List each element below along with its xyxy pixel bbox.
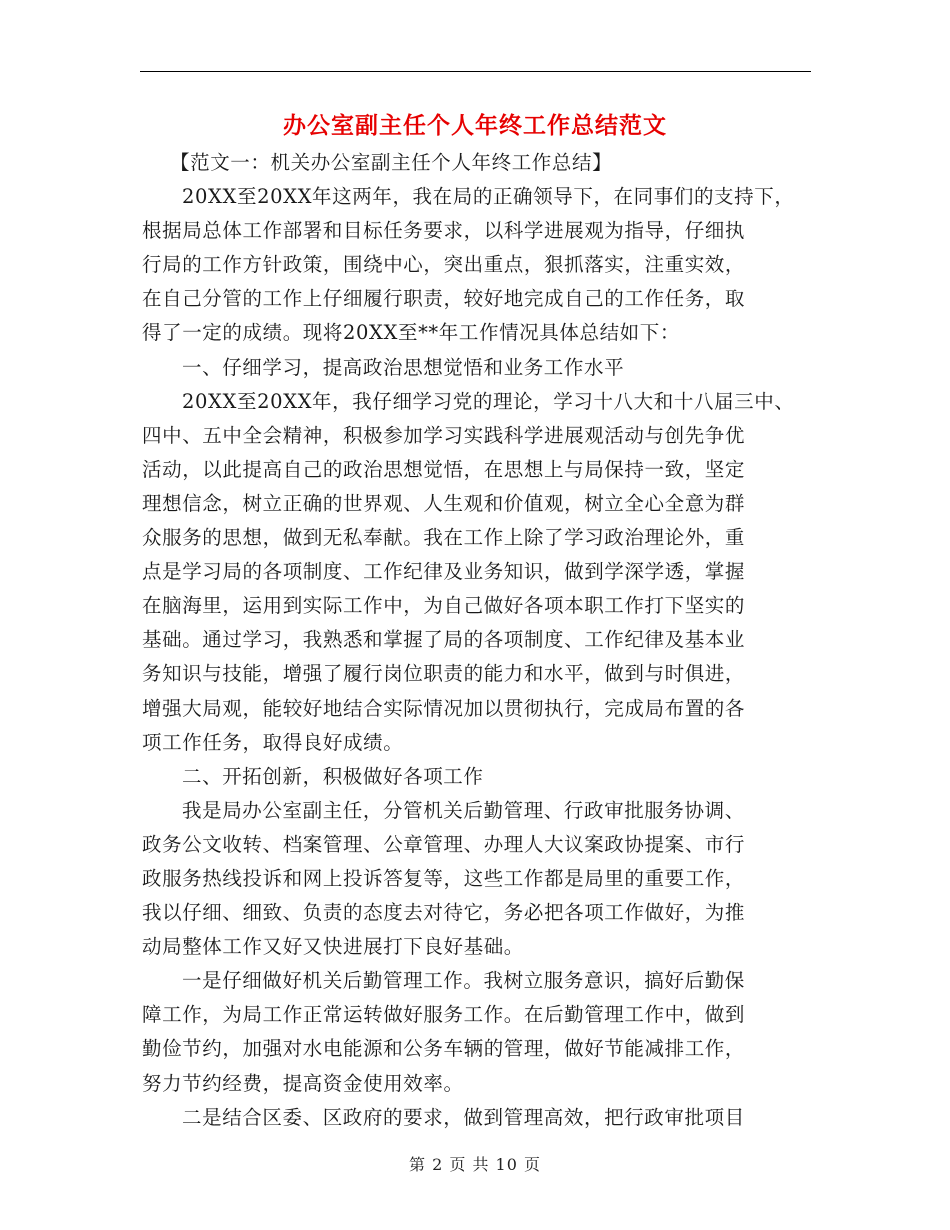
text-line: 一、仔细学习，提高政治思想觉悟和业务工作水平: [182, 355, 625, 379]
text-line: 在自己分管的工作上仔细履行职责，较好地完成自己的工作任务，取: [142, 287, 746, 311]
text-line: 务知识与技能，增强了履行岗位职责的能力和水平，做到与时俱进，: [142, 662, 746, 686]
document-body: [142, 146, 832, 1135]
text-line: 项工作任务，取得良好成绩。: [142, 730, 404, 754]
text-line: 活动，以此提高自己的政治思想觉悟，在思想上与局保持一致，坚定: [142, 457, 746, 481]
page-number-footer: 第 2 页 共 10 页: [409, 1155, 541, 1174]
text-line: 行局的工作方针政策，围绕中心，突出重点，狠抓落实，注重实效，: [142, 253, 746, 277]
text-line: 20XX至20XX年这两年，我在局的正确领导下，在同事们的支持下，: [182, 185, 795, 209]
text-line: 在脑海里，运用到实际工作中，为自己做好各项本职工作打下坚实的: [142, 594, 746, 618]
text-line: 理想信念，树立正确的世界观、人生观和价值观，树立全心全意为群: [142, 491, 746, 515]
text-line: 二是结合区委、区政府的要求，做到管理高效，把行政审批项目: [182, 1105, 745, 1129]
text-line: 众服务的思想，做到无私奉献。我在工作上除了学习政治理论外，重: [142, 526, 746, 550]
text-line: 我是局办公室副主任，分管机关后勤管理、行政审批服务协调、: [182, 798, 745, 822]
document-title: 办公室副主任个人年终工作总结范文: [283, 112, 667, 139]
text-line: 增强大局观，能较好地结合实际情况加以贯彻执行，完成局布置的各: [142, 696, 746, 720]
text-line: 一是仔细做好机关后勤管理工作。我树立服务意识，搞好后勤保: [182, 969, 745, 993]
text-line: 二、开拓创新，积极做好各项工作: [182, 764, 484, 788]
text-line: 我以仔细、细致、负责的态度去对待它，务必把各项工作做好，为推: [142, 901, 746, 925]
text-line: 【范文一：机关办公室副主任个人年终工作总结】: [170, 151, 613, 174]
text-line: 点是学习局的各项制度、工作纪律及业务知识，做到学深学透，掌握: [142, 560, 746, 584]
text-line: 基础。通过学习，我熟悉和掌握了局的各项制度、工作纪律及基本业: [142, 628, 746, 652]
text-line: 障工作，为局工作正常运转做好服务工作。在后勤管理工作中，做到: [142, 1003, 746, 1027]
text-line: 动局整体工作又好又快进展打下良好基础。: [142, 935, 524, 959]
text-line: 20XX至20XX年，我仔细学习党的理论，学习十八大和十八届三中、: [182, 389, 795, 413]
text-line: 政服务热线投诉和网上投诉答复等，这些工作都是局里的重要工作，: [142, 866, 746, 890]
text-line: 勤俭节约，加强对水电能源和公务车辆的管理，做好节能减排工作，: [142, 1037, 746, 1061]
text-line: 四中、五中全会精神，积极参加学习实践科学进展观活动与创先争优: [142, 423, 746, 447]
text-line: 得了一定的成绩。现将20XX至**年工作情况具体总结如下：: [142, 321, 680, 345]
text-line: 努力节约经费，提高资金使用效率。: [142, 1071, 464, 1095]
text-line: 政务公文收转、档案管理、公章管理、办理人大议案政协提案、市行: [142, 832, 746, 856]
text-line: 根据局总体工作部署和目标任务要求，以科学进展观为指导，仔细执: [142, 219, 746, 243]
header-rule: [140, 71, 811, 72]
